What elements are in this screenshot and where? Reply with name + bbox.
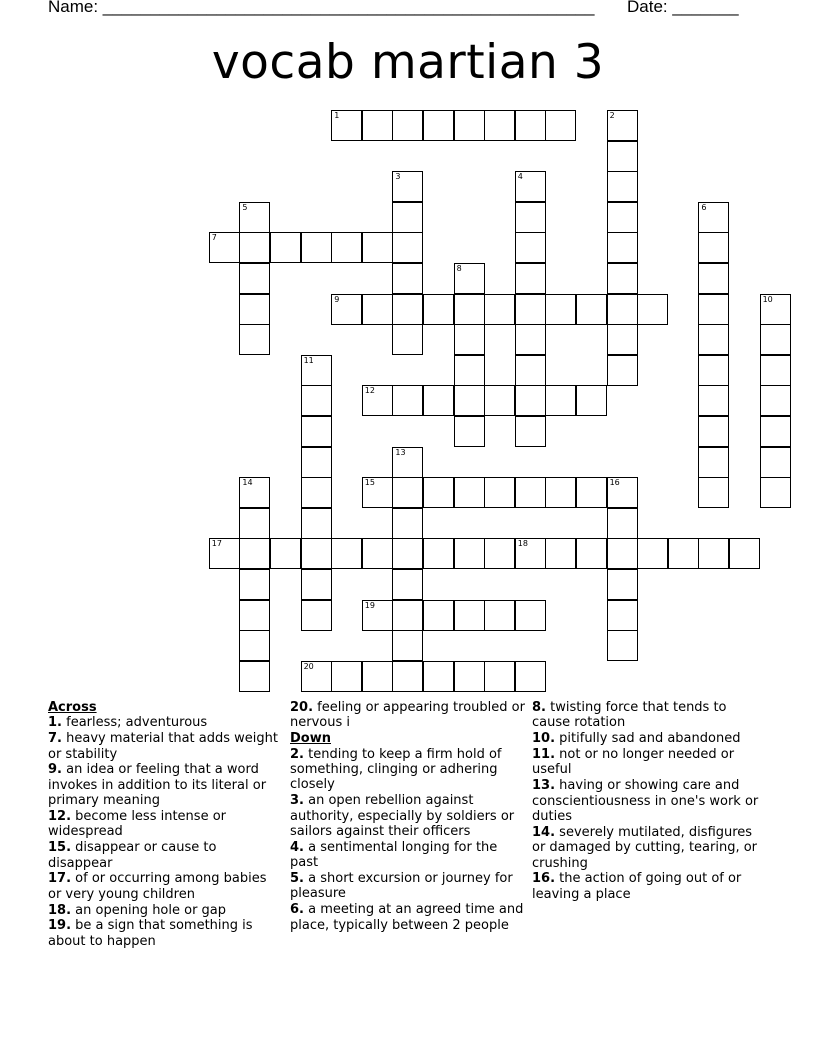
grid-cell[interactable] — [392, 171, 423, 202]
grid-cell[interactable] — [607, 477, 638, 508]
grid-cell[interactable] — [607, 600, 638, 631]
clue-number: 3 — [395, 172, 401, 182]
grid-cell[interactable] — [392, 508, 423, 539]
grid-cell[interactable] — [698, 447, 729, 478]
grid-cell[interactable] — [239, 508, 270, 539]
grid-cell[interactable] — [301, 416, 332, 447]
clue-number: 8 — [456, 264, 462, 273]
clue-down: 6. a meeting at an agreed time and place, typically between 2 people — [290, 902, 524, 933]
grid-cell[interactable] — [698, 202, 729, 233]
clue-number: 11 — [303, 355, 314, 365]
grid-cell[interactable] — [484, 600, 515, 631]
grid-cell[interactable] — [392, 600, 423, 631]
grid-cell[interactable] — [454, 324, 485, 355]
grid-cell[interactable] — [698, 538, 729, 569]
grid-cell[interactable] — [515, 477, 546, 508]
grid-cell[interactable] — [515, 294, 546, 325]
grid-cell[interactable] — [515, 324, 546, 355]
grid-cell[interactable] — [484, 661, 515, 692]
grid-cell[interactable] — [760, 416, 791, 447]
grid-cell[interactable] — [362, 600, 393, 631]
grid-cell[interactable] — [607, 141, 638, 172]
grid-cell[interactable] — [423, 294, 454, 325]
grid-cell[interactable] — [607, 294, 638, 325]
across-heading: Across — [48, 700, 97, 715]
grid-cell[interactable] — [454, 600, 485, 631]
clue-across: 7. heavy material that adds weight or stability — [48, 731, 278, 762]
grid-cell[interactable] — [209, 232, 240, 263]
grid-cell[interactable] — [545, 385, 576, 416]
grid-cell[interactable] — [392, 385, 423, 416]
grid-cell[interactable] — [362, 538, 393, 569]
grid-cell[interactable] — [239, 324, 270, 355]
grid-cell[interactable] — [392, 324, 423, 355]
clue-number: 14 — [242, 478, 253, 488]
grid-cell[interactable] — [454, 416, 485, 447]
clue-column-3 — [532, 700, 768, 903]
grid-cell[interactable] — [545, 110, 576, 141]
date-field[interactable]: Date: _______ — [627, 0, 739, 16]
grid-cell[interactable] — [515, 263, 546, 294]
grid-cell[interactable] — [331, 538, 362, 569]
grid-cell[interactable] — [423, 385, 454, 416]
grid-cell[interactable] — [484, 294, 515, 325]
grid-cell[interactable] — [392, 110, 423, 141]
clue-number: 17 — [211, 539, 222, 549]
grid-cell[interactable] — [301, 661, 332, 692]
clue-across: 18. an opening hole or gap — [48, 902, 227, 918]
grid-cell[interactable] — [301, 538, 332, 569]
grid-cell[interactable] — [576, 385, 607, 416]
grid-cell[interactable] — [515, 661, 546, 692]
grid-cell[interactable] — [484, 477, 515, 508]
grid-cell[interactable] — [454, 385, 485, 416]
clue-down: 3. an open rebellion against authority, especially by soldiers or sailors against their officers — [290, 793, 515, 840]
grid-cell[interactable] — [331, 110, 362, 141]
grid-cell[interactable] — [239, 477, 270, 508]
grid-cell[interactable] — [515, 202, 546, 233]
grid-cell[interactable] — [515, 171, 546, 202]
grid-cell[interactable] — [362, 294, 393, 325]
clue-number: 15 — [364, 478, 375, 488]
grid-cell[interactable] — [301, 355, 332, 386]
clue-number: 13 — [395, 447, 406, 457]
grid-cell[interactable] — [637, 538, 668, 569]
grid-cell[interactable] — [576, 477, 607, 508]
clue-number: 19 — [364, 600, 375, 610]
clue-down: 16. the action of going out of or leaving a place — [532, 871, 742, 902]
grid-cell[interactable] — [392, 232, 423, 263]
clue-number: 18 — [517, 539, 528, 549]
clue-number: 1 — [334, 111, 340, 120]
grid-cell[interactable] — [331, 661, 362, 692]
clue-down: 5. a short excursion or journey for pleasure — [290, 871, 513, 902]
grid-cell[interactable] — [698, 294, 729, 325]
clue-down: 13. having or showing care and conscientiousness in one's work or duties — [532, 778, 759, 825]
grid-cell[interactable] — [698, 477, 729, 508]
grid-cell[interactable] — [423, 600, 454, 631]
clue-across: 20. feeling or appearing troubled or nervous i — [290, 700, 525, 731]
grid-cell[interactable] — [423, 110, 454, 141]
grid-cell[interactable] — [454, 110, 485, 141]
grid-cell[interactable] — [515, 355, 546, 386]
grid-cell[interactable] — [484, 538, 515, 569]
grid-cell[interactable] — [484, 110, 515, 141]
grid-cell[interactable] — [760, 385, 791, 416]
grid-cell[interactable] — [331, 232, 362, 263]
grid-cell[interactable] — [698, 355, 729, 386]
grid-cell[interactable] — [607, 508, 638, 539]
grid-cell[interactable] — [607, 263, 638, 294]
grid-cell[interactable] — [607, 569, 638, 600]
grid-cell[interactable] — [515, 232, 546, 263]
clue-number: 4 — [517, 172, 523, 182]
grid-cell[interactable] — [607, 202, 638, 233]
grid-cell[interactable] — [331, 294, 362, 325]
grid-cell[interactable] — [698, 324, 729, 355]
clue-across: 12. become less intense or widespread — [48, 809, 226, 840]
grid-cell[interactable] — [392, 569, 423, 600]
clue-number: 12 — [364, 386, 375, 396]
grid-cell[interactable] — [301, 600, 332, 631]
clue-down: 4. a sentimental longing for the past — [290, 839, 498, 871]
grid-cell[interactable] — [484, 385, 515, 416]
grid-cell[interactable] — [270, 538, 301, 569]
grid-cell[interactable] — [515, 110, 546, 141]
grid-cell[interactable] — [515, 416, 546, 447]
grid-cell[interactable] — [239, 600, 270, 631]
clue-number: 6 — [701, 202, 707, 212]
grid-cell[interactable] — [576, 294, 607, 325]
grid-cell[interactable] — [301, 232, 332, 263]
grid-cell[interactable] — [392, 630, 423, 661]
grid-cell[interactable] — [301, 385, 332, 416]
clue-across: 9. an idea or feeling that a word invokes in addition to its literal or primary meaning — [48, 762, 267, 809]
grid-cell[interactable] — [392, 661, 423, 692]
grid-cell[interactable] — [423, 538, 454, 569]
grid-cell[interactable] — [454, 477, 485, 508]
down-heading: Down — [290, 731, 331, 747]
grid-cell[interactable] — [607, 110, 638, 141]
grid-cell[interactable] — [423, 477, 454, 508]
grid-cell[interactable] — [239, 263, 270, 294]
clue-across: 1. fearless; adventurous — [48, 715, 208, 731]
grid-cell[interactable] — [668, 538, 699, 569]
clue-down: 11. not or no longer needed or useful — [532, 747, 735, 778]
clue-across: 19. be a sign that something is about to happen — [48, 918, 253, 949]
grid-cell[interactable] — [698, 263, 729, 294]
clue-down: 8. twisting force that tends to cause rotation — [532, 700, 727, 731]
grid-cell[interactable] — [515, 600, 546, 631]
clue-number: 20 — [303, 661, 314, 671]
grid-cell[interactable] — [362, 385, 393, 416]
grid-cell[interactable] — [209, 538, 240, 569]
clue-number: 10 — [762, 294, 773, 304]
grid-cell[interactable] — [698, 385, 729, 416]
grid-cell[interactable] — [270, 232, 301, 263]
grid-cell[interactable] — [760, 324, 791, 355]
grid-cell[interactable] — [760, 355, 791, 386]
grid-cell[interactable] — [760, 294, 791, 325]
grid-cell[interactable] — [392, 294, 423, 325]
clue-down: 2. tending to keep a firm hold of something, clinging or adhering closely — [290, 746, 502, 793]
grid-cell[interactable] — [392, 447, 423, 478]
clue-across: 17. of or occurring among babies or very young children — [48, 871, 267, 902]
grid-cell[interactable] — [423, 661, 454, 692]
grid-cell[interactable] — [760, 447, 791, 478]
grid-cell[interactable] — [760, 477, 791, 508]
grid-cell[interactable] — [239, 294, 270, 325]
grid-cell[interactable] — [576, 538, 607, 569]
grid-cell[interactable] — [698, 416, 729, 447]
grid-cell[interactable] — [607, 171, 638, 202]
grid-cell[interactable] — [239, 538, 270, 569]
grid-cell[interactable] — [362, 661, 393, 692]
clue-across: 15. disappear or cause to disappear — [48, 840, 217, 871]
grid-cell[interactable] — [729, 538, 760, 569]
grid-cell[interactable] — [239, 202, 270, 233]
grid-cell[interactable] — [607, 232, 638, 263]
clue-number: 16 — [609, 478, 620, 488]
clue-down: 10. pitifully sad and abandoned — [532, 731, 741, 747]
clue-number: 5 — [242, 202, 248, 212]
grid-cell[interactable] — [515, 385, 546, 416]
grid-cell[interactable] — [239, 661, 270, 692]
grid-cell[interactable] — [454, 661, 485, 692]
grid-cell[interactable] — [607, 324, 638, 355]
grid-cell[interactable] — [607, 630, 638, 661]
clue-number: 9 — [334, 294, 340, 304]
grid-cell[interactable] — [545, 477, 576, 508]
grid-cell[interactable] — [362, 477, 393, 508]
grid-cell[interactable] — [239, 569, 270, 600]
grid-cell[interactable] — [607, 355, 638, 386]
grid-cell[interactable] — [454, 538, 485, 569]
page-title: vocab martian 3 — [211, 35, 605, 90]
grid-cell[interactable] — [545, 538, 576, 569]
grid-cell[interactable] — [454, 294, 485, 325]
grid-cell[interactable] — [301, 508, 332, 539]
grid-cell[interactable] — [637, 294, 668, 325]
grid-cell[interactable] — [454, 355, 485, 386]
clue-column-1 — [48, 700, 280, 950]
grid-cell[interactable] — [545, 294, 576, 325]
grid-cell[interactable] — [698, 232, 729, 263]
grid-cell[interactable] — [392, 538, 423, 569]
grid-cell[interactable] — [301, 447, 332, 478]
grid-cell[interactable] — [392, 477, 423, 508]
grid-cell[interactable] — [515, 538, 546, 569]
clue-number: 2 — [609, 111, 615, 120]
grid-cell[interactable] — [239, 630, 270, 661]
clue-down: 14. severely mutilated, disfigures or damaged by cutting, tearing, or crushing — [532, 824, 758, 871]
grid-cell[interactable] — [239, 232, 270, 263]
name-field[interactable]: Name: ____________________________________________________ — [48, 0, 595, 16]
clue-number: 7 — [211, 233, 217, 243]
grid-cell[interactable] — [301, 569, 332, 600]
grid-cell[interactable] — [392, 263, 423, 294]
grid-cell[interactable] — [392, 202, 423, 233]
grid-cell[interactable] — [362, 110, 393, 141]
grid-cell[interactable] — [301, 477, 332, 508]
grid-cell[interactable] — [454, 263, 485, 294]
clue-column-2 — [290, 700, 525, 933]
grid-cell[interactable] — [607, 538, 638, 569]
grid-cell[interactable] — [362, 232, 393, 263]
